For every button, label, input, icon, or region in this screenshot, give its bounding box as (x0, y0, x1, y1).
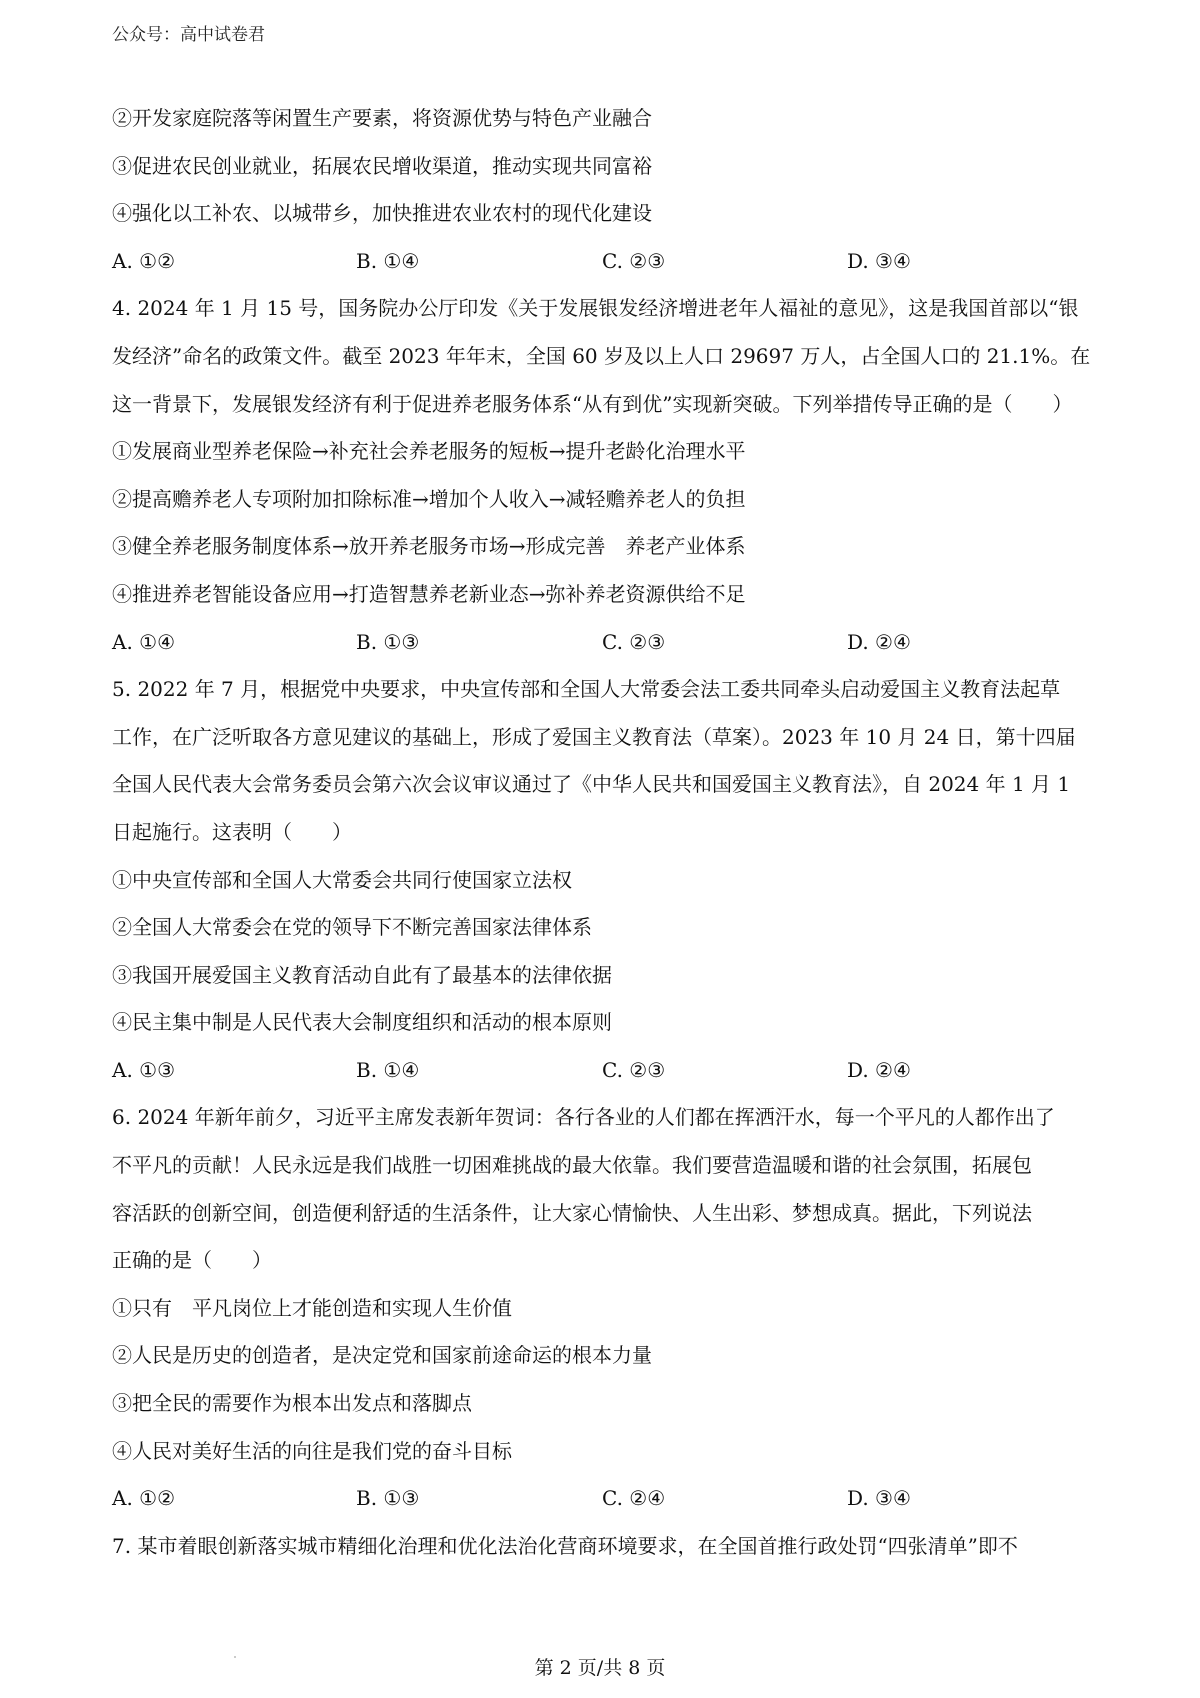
question-6 (112, 1094, 1102, 1522)
question-5 (112, 666, 1102, 1094)
choice-a: A. ①② (112, 248, 176, 273)
question-stem-line: 发经济”命名的政策文件。截至 2023 年年末，全国 60 岁及以上人口 29697 万人，占全国人口的 21.1%。在 (112, 343, 1091, 368)
question-stem-line: 6. 2024 年新年前夕，习近平主席发表新年贺词：各行各业的人们都在挥洒汗水，每一个平凡的人都作出了 (112, 1105, 1055, 1130)
question-stem-line: 不平凡的贡献！人民永远是我们战胜一切困难挑战的最大依靠。我们要营造温暖和谐的社会氛围，拓展包 (112, 1153, 1032, 1178)
choice-d: D. ②④ (847, 1057, 911, 1082)
question-stem-line: 正确的是（ ） (112, 1248, 272, 1273)
question-stem-line: 4. 2024 年 1 月 15 号，国务院办公厅印发《关于发展银发经济增进老年人福祉的意见》，这是我国首部以“银 (112, 296, 1079, 321)
choice-a: A. ①③ (112, 1057, 176, 1082)
choice-c: C. ②③ (602, 629, 666, 654)
choice-a: A. ①④ (112, 629, 176, 654)
question-7 (112, 1523, 1102, 1571)
page-header: 公众号：高中试卷君 (112, 25, 265, 45)
option-line: ③健全养老服务制度体系→放开养老服务市场→形成完善 养老产业体系 (112, 534, 746, 559)
question-stem-line: 5. 2022 年 7 月，根据党中央要求，中央宣传部和全国人大常委会法工委共同牵头启动爱国主义教育法起草 (112, 677, 1061, 702)
option-line: ①只有 平凡岗位上才能创造和实现人生价值 (112, 1295, 512, 1320)
answer-choices (112, 1047, 1102, 1095)
option-line: ③我国开展爱国主义教育活动自此有了最基本的法律依据 (112, 962, 612, 987)
option-line: ③把全民的需要作为根本出发点和落脚点 (112, 1391, 472, 1416)
question-stem-line: 日起施行。这表明（ ） (112, 819, 352, 844)
option-line: ④推进养老智能设备应用→打造智慧养老新业态→弥补养老资源供给不足 (112, 581, 746, 606)
answer-choices (112, 619, 1102, 667)
question-3-tail (112, 95, 1102, 285)
answer-choices (112, 1475, 1102, 1523)
choice-c: C. ②③ (602, 248, 666, 273)
choice-d: D. ②④ (847, 629, 911, 654)
option-line: ①发展商业型养老保险→补充社会养老服务的短板→提升老龄化治理水平 (112, 439, 746, 464)
choice-c: C. ②③ (602, 1057, 666, 1082)
choice-a: A. ①② (112, 1486, 176, 1511)
choice-b: B. ①③ (356, 1486, 420, 1511)
choice-c: C. ②④ (602, 1486, 666, 1511)
option-line: ②开发家庭院落等闲置生产要素，将资源优势与特色产业融合 (112, 106, 652, 130)
question-4 (112, 285, 1102, 666)
choice-d: D. ③④ (847, 1486, 911, 1511)
choice-b: B. ①④ (356, 1057, 420, 1082)
page-number: 第 2 页/共 8 页 (534, 1657, 666, 1679)
choice-d: D. ③④ (847, 248, 911, 273)
question-stem-line: 这一背景下，发展银发经济有利于促进养老服务体系“从有到优”实现新突破。下列举措传导正确的是（ ） (112, 391, 1073, 416)
option-line: ④民主集中制是人民代表大会制度组织和活动的根本原则 (112, 1010, 612, 1035)
option-line: ③促进农民创业就业，拓展农民增收渠道，推动实现共同富裕 (112, 153, 652, 178)
choice-b: B. ①④ (356, 248, 420, 273)
answer-choices (112, 238, 1102, 286)
choice-b: B. ①③ (356, 629, 420, 654)
option-line: ②提高赡养老人专项附加扣除标准→增加个人收入→减轻赡养老人的负担 (112, 486, 746, 511)
question-stem-line: 全国人民代表大会常务委员会第六次会议审议通过了《中华人民共和国爱国主义教育法》，自 2024 年 1 月 1 (112, 772, 1071, 797)
option-line: ②人民是历史的创造者，是决定党和国家前途命运的根本力量 (112, 1343, 652, 1368)
option-line: ②全国人大常委会在党的领导下不断完善国家法律体系 (112, 915, 592, 940)
page-content (112, 95, 1102, 1570)
question-stem-line: 容活跃的创新空间，创造便利舒适的生活条件，让大家心情愉快、人生出彩、梦想成真。据此，下列说法 (112, 1200, 1032, 1225)
question-stem-line: 工作，在广泛听取各方意见建议的基础上，形成了爱国主义教育法（草案）。2023 年 10 月 24 日，第十四届 (112, 724, 1076, 749)
option-line: ④强化以工补农、以城带乡，加快推进农业农村的现代化建设 (112, 201, 652, 226)
question-stem-line: 7. 某市着眼创新落实城市精细化治理和优化法治化营商环境要求，在全国首推行政处罚“四张清单”即不 (112, 1533, 1018, 1558)
option-line: ①中央宣传部和全国人大常委会共同行使国家立法权 (112, 867, 572, 892)
option-line: ④人民对美好生活的向往是我们党的奋斗目标 (112, 1438, 512, 1463)
